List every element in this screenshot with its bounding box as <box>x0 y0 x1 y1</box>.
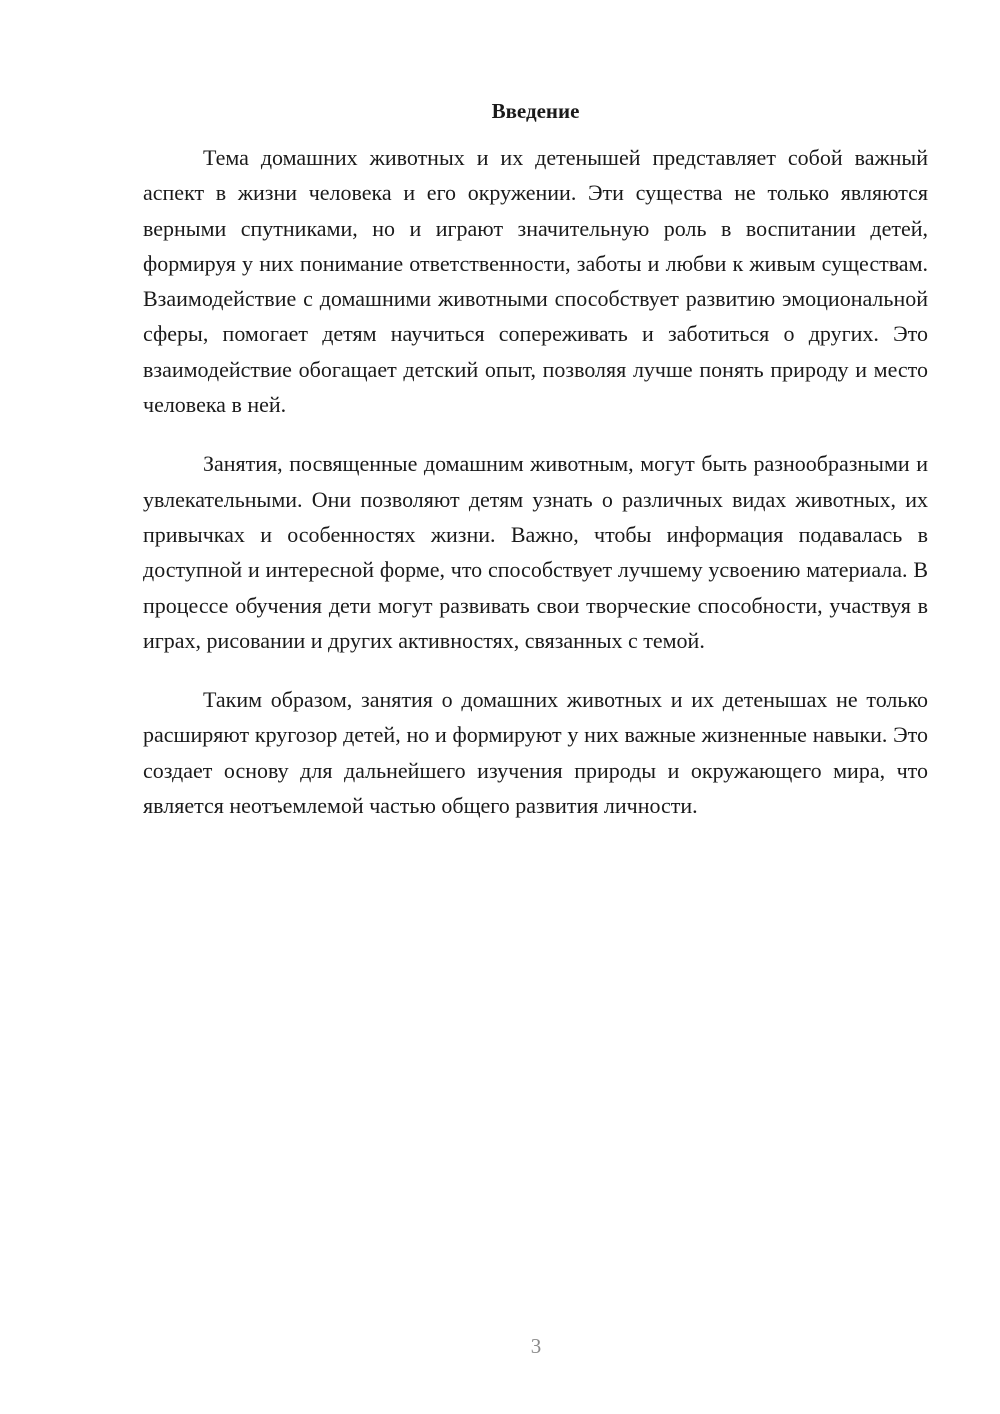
section-heading: Введение <box>491 99 580 123</box>
page-number: 3 <box>530 1334 542 1358</box>
page-content <box>143 96 928 847</box>
paragraph-2: Занятия, посвященные домашним животным, могут быть разнообразными и увлекательными. Они позволяют детям узнать о различных видах животных, их привычках и особенностях жизни. Важно, чтобы информация подавалась в доступной и интересной форме, что способствует лучшему усвоению материала. В процессе обучения дети могут развивать свои творческие способности, участвуя в играх, рисовании и других активностях, связанных с темой. <box>143 451 928 653</box>
paragraph-3: Таким образом, занятия о домашних животных и их детенышах не только расширяют кругозор детей, но и формируют у них важные жизненные навыки. Это создает основу для дальнейшего изучения природы и окружающего мира, что является неотъемлемой частью общего развития личности. <box>143 687 928 819</box>
paragraph-1: Тема домашних животных и их детенышей представляет собой важный аспект в жизни человека и его окружении. Эти существа не только являются верными спутниками, но и играют значительную роль в воспитании детей, формируя у них понимание ответственности, заботы и любви к живым существам. Взаимодействие с домашними животными способствует развитию эмоциональной сферы, помогает детям научиться сопереживать и заботиться о других. Это взаимодействие обогащает детский опыт, позволяя лучше понять природу и место человека в ней. <box>143 145 928 418</box>
